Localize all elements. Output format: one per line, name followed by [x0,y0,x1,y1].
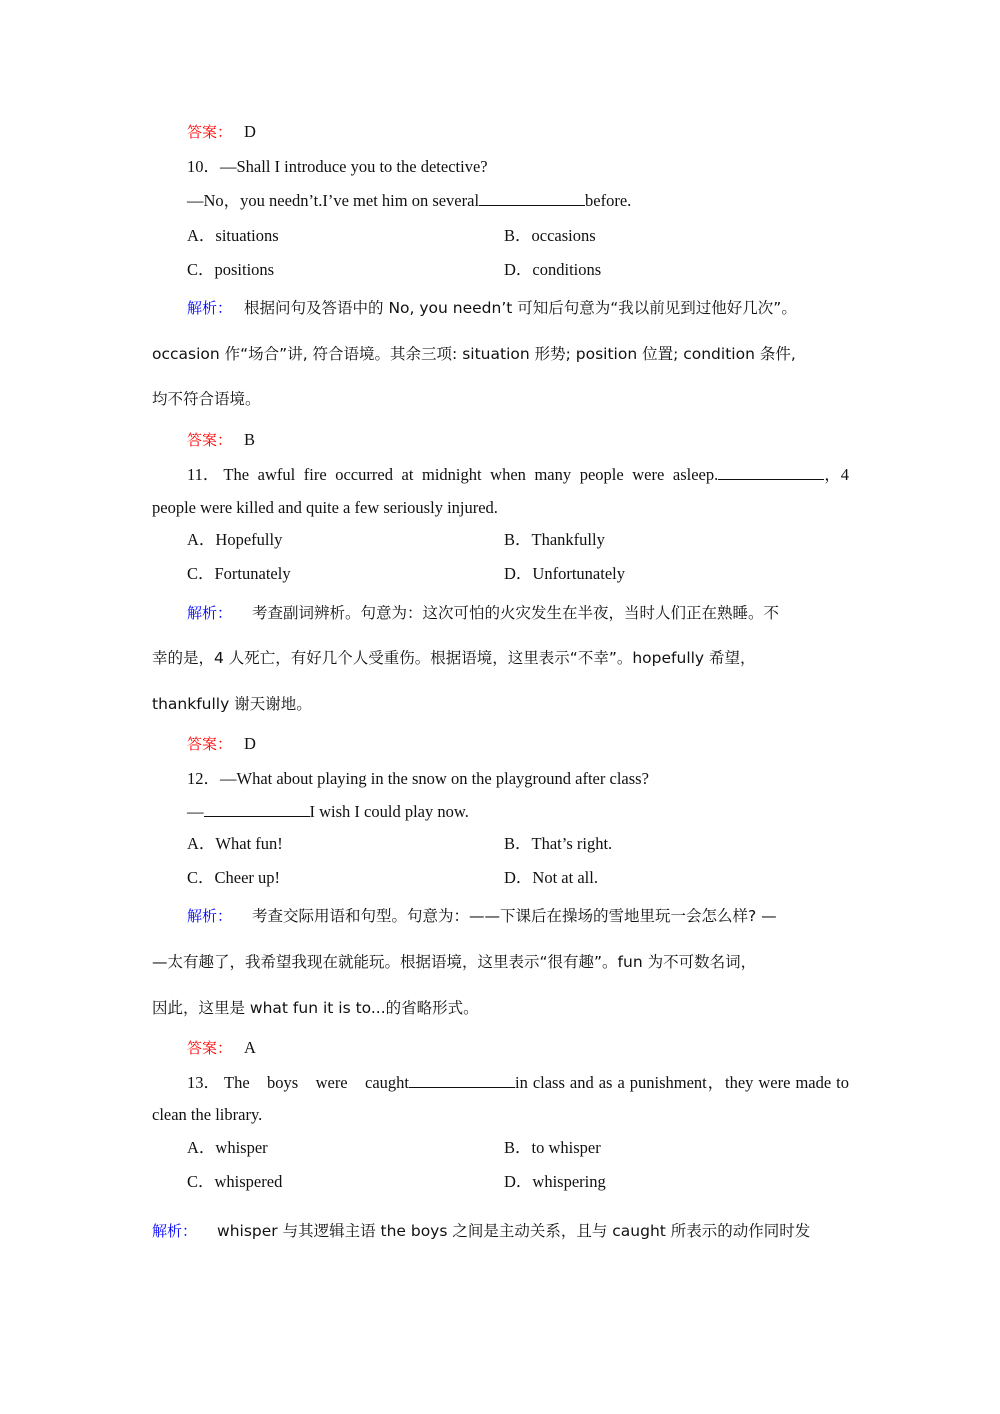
question-number: 11． [187,465,220,484]
answer-blank [204,801,310,817]
q10-explanation-line1 [187,297,797,319]
q12-option-b: B．That’s right. [504,834,613,853]
q11-explanation-line3: thankfully 谢天谢地。 [152,695,312,713]
q10-stem-line2 [187,190,631,212]
explanation-text: 根据问句及答语中的 No, you needn’t 可知后句意为“我以前见到过他好几次”。 [244,299,797,317]
question-text: —Shall I introduce you to the detective? [220,157,488,176]
q11-answer-line [187,733,256,755]
q11-option-b: B．Thankfully [504,530,605,549]
question-text: The awful fire occurred at midnight when many people were asleep. [223,465,719,484]
q10-stem-line1 [187,156,488,178]
answer-value: A [244,1038,256,1057]
answer-value: D [244,122,256,141]
q11-option-d: D．Unfortunately [504,564,625,583]
q11-option-a: A．Hopefully [187,530,283,549]
q11-stem-line1 [187,464,849,486]
q10-answer-line [187,429,255,451]
q10-option-b: B．occasions [504,226,596,245]
answer-label: 答案： [187,1039,233,1057]
q12-option-a: A．What fun! [187,834,283,853]
q9-answer-line [187,121,256,143]
answer-label: 答案： [187,735,233,753]
q11-explanation-line2: 幸的是，4 人死亡，有好几个人受重伤。根据语境，这里表示“不幸”。hopefully 希望， [152,649,756,667]
answer-value: B [244,430,256,449]
q12-answer-line [187,1037,256,1059]
answer-blank [409,1072,515,1088]
answer-label: 答案： [187,431,233,449]
q12-explanation-line2: —太有趣了，我希望我现在就能玩。根据语境，这里表示“很有趣”。fun 为不可数名词， [152,953,757,971]
question-number: 13． [187,1073,220,1092]
q12-stem-line2 [187,801,469,823]
q13-option-d: D．whispering [504,1172,606,1191]
answer-blank [718,464,824,480]
question-text: — [187,802,204,821]
question-text: in class and as a punishment，they were made to [515,1073,849,1092]
q12-explanation-line1 [187,905,777,927]
explanation-text: 考查交际用语和句型。句意为：——下课后在操场的雪地里玩一会怎么样? — [252,907,777,925]
q10-option-c: C．positions [187,260,275,279]
question-text: —What about playing in the snow on the playground after class? [220,769,649,788]
question-number: 10． [187,157,220,176]
q12-stem-line1 [187,768,649,790]
q11-stem-line2: people were killed and quite a few seriously injured. [152,498,498,517]
answer-blank [479,190,585,206]
question-text: I wish I could play now. [309,802,469,821]
explanation-label: 解析： [187,604,233,622]
explanation-label: 解析： [187,299,233,317]
q13-option-b: B．to whisper [504,1138,601,1157]
q12-option-d: D．Not at all. [504,868,598,887]
q13-stem-line1 [187,1072,849,1094]
question-text: The boys were caught [224,1073,409,1092]
q10-option-d: D．conditions [504,260,602,279]
question-text: —No，you needn’t.I’ve met him on several [187,191,480,210]
question-text: before. [585,191,632,210]
question-text: ，4 [824,465,849,484]
q11-explanation-line1 [187,602,779,624]
explanation-label: 解析： [187,907,233,925]
q11-option-c: C．Fortunately [187,564,291,583]
q12-explanation-line3: 因此，这里是 what fun it is to...的省略形式。 [152,999,479,1017]
q10-explanation-line3: 均不符合语境。 [152,390,261,408]
q13-option-c: C．whispered [187,1172,283,1191]
question-number: 12． [187,769,220,788]
answer-value: D [244,734,256,753]
q13-explanation-line1 [152,1220,810,1242]
answer-label: 答案： [187,123,233,141]
explanation-text: 考查副词辨析。句意为：这次可怕的火灾发生在半夜，当时人们正在熟睡。不 [252,604,780,622]
explanation-label: 解析： [152,1222,198,1240]
q13-option-a: A．whisper [187,1138,268,1157]
q12-option-c: C．Cheer up! [187,868,281,887]
q10-explanation-line2: occasion 作“场合”讲, 符合语境。其余三项: situation 形势; position 位置; condition 条件, [152,345,796,363]
q13-stem-line2: clean the library. [152,1105,263,1124]
explanation-text: whisper 与其逻辑主语 the boys 之间是主动关系，且与 caught 所表示的动作同时发 [217,1222,811,1240]
q10-option-a: A．situations [187,226,279,245]
